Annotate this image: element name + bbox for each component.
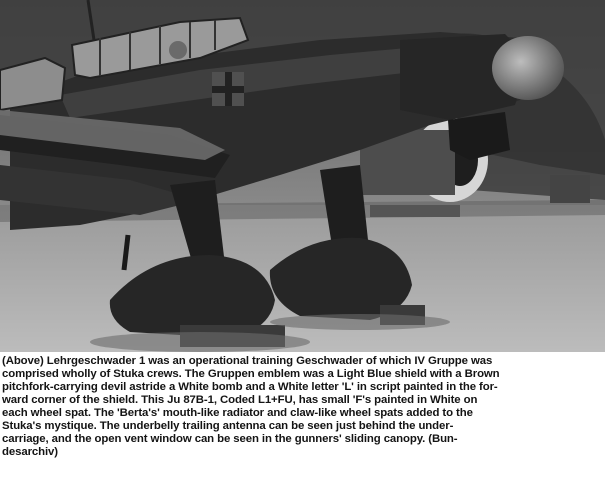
caption-line: ward corner of the shield. This Ju 87B-1, Coded L1+FU, has small 'F's painted in White on — [2, 394, 478, 406]
caption-line: (Above) Lehrgeschwader 1 was an operational training Geschwader of which IV Gruppe was — [2, 355, 493, 367]
caption-line: comprised wholly of Stuka crews. The Gruppen emblem was a Light Blue shield with a Brown — [2, 368, 500, 380]
caption-line: desarchiv) — [2, 446, 58, 458]
figure-caption — [2, 355, 603, 479]
caption-line: each wheel spat. The 'Berta's' mouth-like radiator and claw-like wheel spats added to the — [2, 407, 473, 419]
caption-line: pitchfork-carrying devil astride a White bomb and a White letter 'L' in script painted in the for- — [2, 381, 498, 393]
caption-line: Stuka's mystique. The underbelly trailing antenna can be seen just behind the under- — [2, 420, 454, 432]
caption-line: carriage, and the open vent window can be seen in the gunners' sliding canopy. (Bun- — [2, 433, 458, 445]
